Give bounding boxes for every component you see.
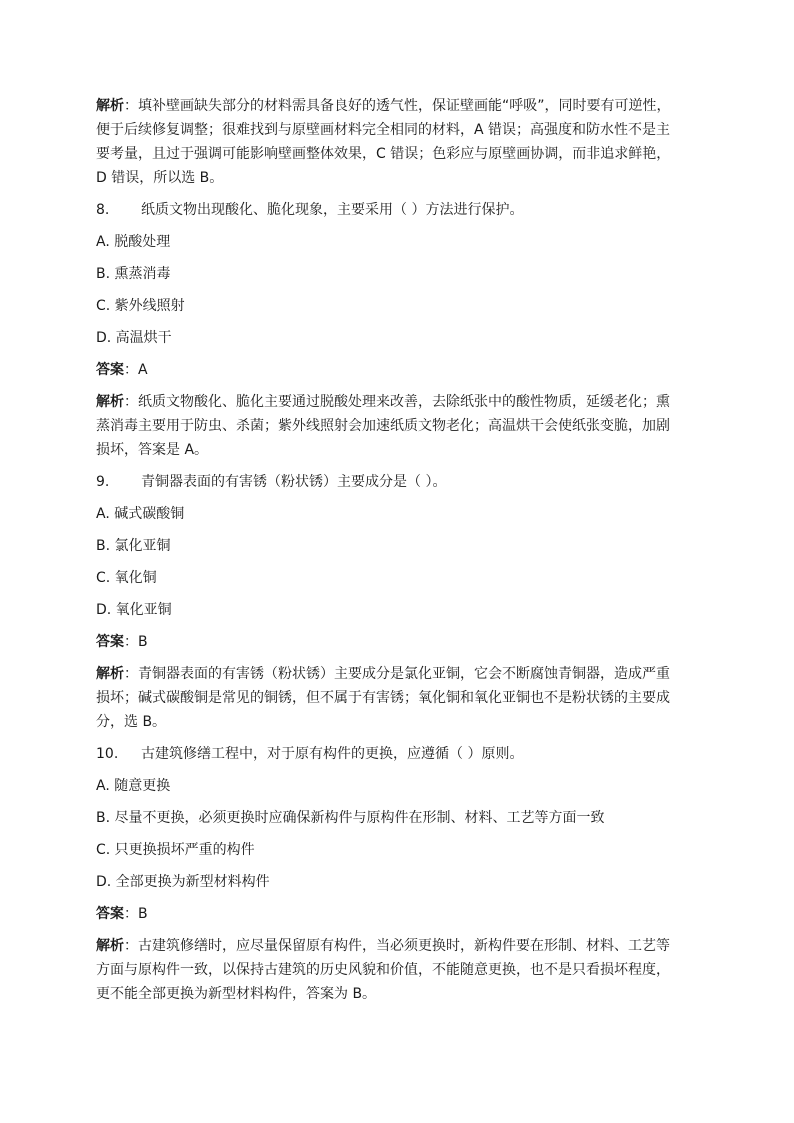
analysis-label: 解析 xyxy=(96,938,124,954)
option-a: A. 脱酸处理 xyxy=(96,234,171,250)
question-9 xyxy=(96,470,706,494)
analysis-label: 解析 xyxy=(96,394,124,410)
analysis-text-line: 青铜器表面的有害锈（粉状锈）主要成分是氯化亚铜，它会不断腐蚀青铜器，造成严重 xyxy=(138,666,670,682)
analysis-text-line: D 错误，所以选 B。 xyxy=(96,170,224,186)
option-b: B. 尽量不更换，必须更换时应确保新构件与原构件在形制、材料、工艺等方面一致 xyxy=(96,810,605,826)
label-separator: ： xyxy=(124,906,138,922)
option-a: A. 碱式碳酸铜 xyxy=(96,506,185,522)
label-separator: ： xyxy=(124,362,138,378)
question-number: 10. xyxy=(96,746,119,762)
option-d: D. 高温烘干 xyxy=(96,330,172,346)
option-d: D. 全部更换为新型材料构件 xyxy=(96,874,270,890)
option-c: C. 氧化铜 xyxy=(96,570,157,586)
analysis-text-line: 分，选 B。 xyxy=(96,714,167,730)
analysis-text-line: 要考量，且过于强调可能影响壁画整体效果，C 错误；色彩应与原壁画协调，而非追求鲜艳， xyxy=(96,146,671,162)
answer-label: 答案 xyxy=(96,362,124,378)
question-text: 古建筑修缮工程中，对于原有构件的更换，应遵循（ ）原则。 xyxy=(141,746,524,762)
analysis-label: 解析 xyxy=(96,98,124,114)
label-separator: ： xyxy=(124,634,138,650)
answer-line xyxy=(96,630,706,654)
analysis-text-line: 纸质文物酸化、脆化主要通过脱酸处理来改善，去除纸张中的酸性物质，延缓老化；熏 xyxy=(138,394,670,410)
question-number: 8. xyxy=(96,202,110,218)
option-a: A. 随意更换 xyxy=(96,778,171,794)
question-number: 9. xyxy=(96,474,110,490)
answer-label: 答案 xyxy=(96,634,124,650)
label-separator: ： xyxy=(124,666,138,682)
option-b: B. 氯化亚铜 xyxy=(96,538,171,554)
q7-analysis xyxy=(96,94,706,190)
q10-analysis xyxy=(96,934,706,1006)
analysis-text-line: 蒸消毒主要用于防虫、杀菌；紫外线照射会加速纸质文物老化；高温烘干会使纸张变脆，加剧 xyxy=(96,418,670,434)
analysis-text-line: 方面与原构件一致，以保持古建筑的历史风貌和价值，不能随意更换，也不是只看损坏程度， xyxy=(96,962,670,978)
question-8 xyxy=(96,198,706,222)
label-separator: ： xyxy=(124,938,138,954)
answer-line xyxy=(96,902,706,926)
question-text: 青铜器表面的有害锈（粉状锈）主要成分是（ ）。 xyxy=(141,474,447,490)
question-text: 纸质文物出现酸化、脆化现象，主要采用（ ）方法进行保护。 xyxy=(141,202,524,218)
analysis-text-line: 损坏；碱式碳酸铜是常见的铜锈，但不属于有害锈；氧化铜和氧化亚铜也不是粉状锈的主要成 xyxy=(96,690,670,706)
label-separator: ： xyxy=(124,98,138,114)
analysis-text-line: 更不能全部更换为新型材料构件，答案为 B。 xyxy=(96,986,377,1002)
option-c: C. 紫外线照射 xyxy=(96,298,185,314)
analysis-label: 解析 xyxy=(96,666,124,682)
answer-label: 答案 xyxy=(96,906,124,922)
q9-analysis xyxy=(96,662,706,734)
option-b: B. 熏蒸消毒 xyxy=(96,266,171,282)
label-separator: ： xyxy=(124,394,138,410)
q8-analysis xyxy=(96,390,706,462)
analysis-text-line: 古建筑修缮时，应尽量保留原有构件，当必须更换时，新构件要在形制、材料、工艺等 xyxy=(138,938,670,954)
answer-value: A xyxy=(138,362,148,378)
option-c: C. 只更换损坏严重的构件 xyxy=(96,842,255,858)
answer-value: B xyxy=(138,906,148,922)
document-page xyxy=(96,94,706,1006)
analysis-text-line: 便于后续修复调整；很难找到与原壁画材料完全相同的材料，A 错误；高强度和防水性不是主 xyxy=(96,122,671,138)
option-d: D. 氧化亚铜 xyxy=(96,602,172,618)
answer-value: B xyxy=(138,634,148,650)
analysis-text-line: 损坏，答案是 A。 xyxy=(96,442,209,458)
answer-line xyxy=(96,358,706,382)
analysis-text-line: 填补壁画缺失部分的材料需具备良好的透气性，保证壁画能“呼吸”，同时要有可逆性， xyxy=(138,98,671,114)
question-10 xyxy=(96,742,706,766)
